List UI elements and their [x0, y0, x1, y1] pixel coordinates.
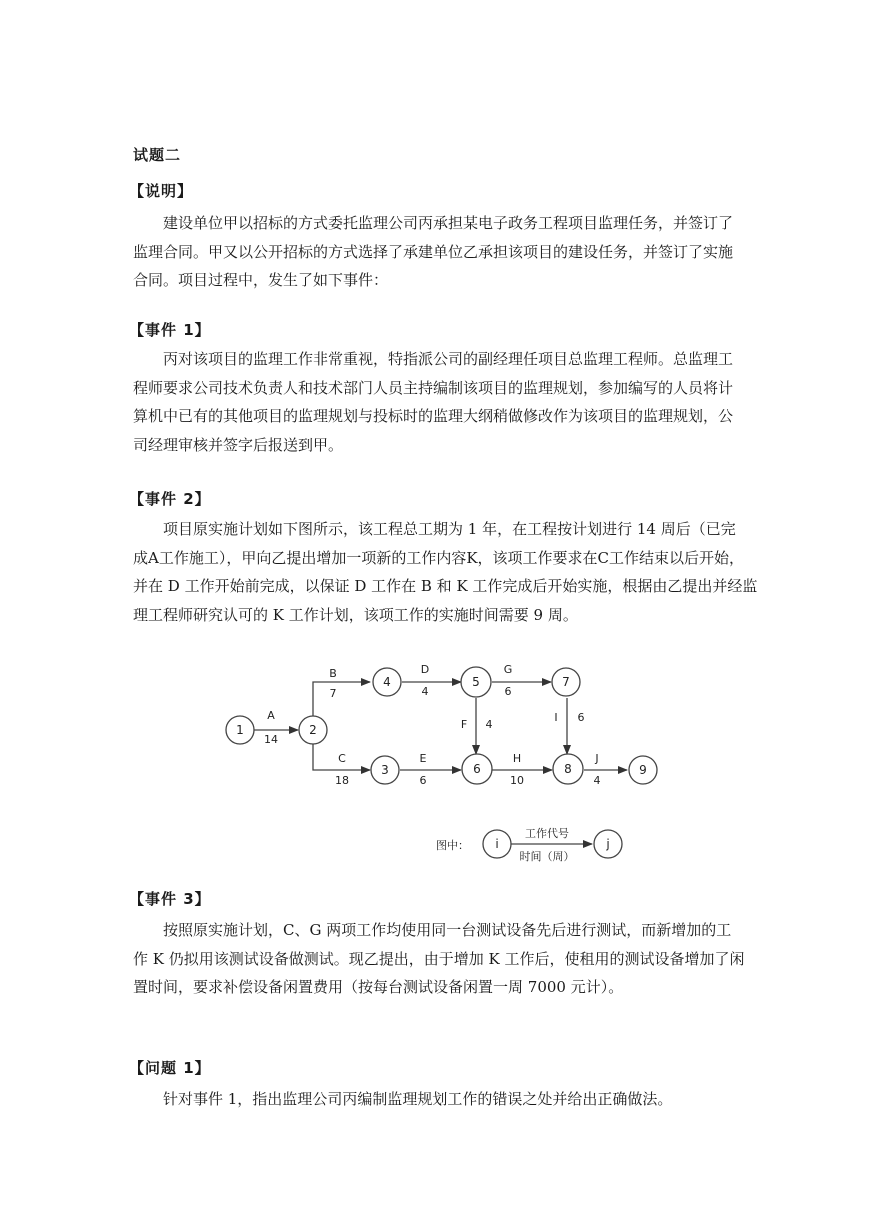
paragraph-line: 项目原实施计划如下图所示，该工程总工期为 1 年，在工程按计划进行 14 周后（已完 — [163, 520, 736, 538]
node-label: 8 — [564, 762, 572, 776]
paragraph-line: 程师要求公司技术负责人和技术部门人员主持编制该项目的监理规划，参加编写的人员将计 — [133, 378, 734, 397]
section-heading-description: 【说明】 — [129, 182, 194, 200]
activity-name: H — [512, 752, 522, 765]
activity-duration: 4 — [485, 718, 493, 731]
activity-name: D — [420, 663, 430, 676]
node-label: 2 — [309, 723, 317, 737]
activity-name: A — [267, 709, 275, 722]
activity-duration: 6 — [504, 685, 512, 698]
arrow-b — [313, 682, 370, 716]
section-body-question-1 — [133, 1085, 743, 1114]
legend-node-i-label: i — [495, 837, 499, 851]
legend-bottom-label: 时间（周） — [519, 850, 575, 863]
activity-duration: 6 — [419, 774, 427, 787]
activity-name: F — [460, 718, 468, 731]
activity-duration: 7 — [329, 687, 337, 700]
paragraph-line: 并在 D 工作开始前完成，以保证 D 工作在 B 和 K 工作完成后开始实施，根据由乙提出并经监 — [133, 577, 758, 595]
page-title: 试题二 — [133, 146, 182, 164]
node-label: 7 — [562, 675, 570, 689]
section-heading-question-1: 【问题 1】 — [129, 1059, 211, 1077]
paragraph-line: 理工程师研究认可的 K 工作计划，该项工作的实施时间需要 9 周。 — [133, 605, 578, 624]
paragraph-line: 监理合同。甲又以公开招标的方式选择了承建单位乙承担该项目的建设任务，并签订了实施 — [133, 242, 734, 261]
node-label: 3 — [381, 763, 389, 777]
node-label: 4 — [383, 675, 391, 689]
section-heading-event-3: 【事件 3】 — [129, 890, 211, 908]
paragraph-line: 成A工作施工），甲向乙提出增加一项新的工作内容K，该项工作要求在C工作结束以后开始， — [133, 548, 745, 567]
paragraph-line: 丙对该项目的监理工作非常重视，特指派公司的副经理任项目总监理工程师。总监理工 — [163, 350, 734, 368]
activity-name: C — [338, 752, 346, 765]
node-label: 5 — [472, 675, 480, 689]
node-label: 9 — [639, 763, 647, 777]
section-heading-event-2: 【事件 2】 — [129, 490, 211, 508]
paragraph-line: 针对事件 1，指出监理公司丙编制监理规划工作的错误之处并给出正确做法。 — [163, 1090, 673, 1108]
activity-duration: 4 — [421, 685, 429, 698]
activity-name: B — [329, 667, 337, 680]
diagram-legend — [436, 827, 622, 863]
activity-name: J — [595, 752, 599, 765]
activity-name: E — [419, 752, 427, 765]
node-label: 6 — [473, 762, 481, 776]
activity-duration: 14 — [264, 733, 278, 746]
activity-duration: 18 — [335, 774, 349, 787]
paragraph-line: 按照原实施计划，C、G 两项工作均使用同一台测试设备先后进行测试，而新增加的工 — [163, 921, 732, 939]
section-heading-event-1: 【事件 1】 — [129, 321, 211, 339]
paragraph-line: 建设单位甲以招标的方式委托监理公司丙承担某电子政务工程项目监理任务，并签订了 — [163, 214, 734, 232]
legend-prefix: 图中： — [436, 839, 469, 852]
activity-duration: 6 — [577, 711, 585, 724]
paragraph-line: 作 K 仍拟用该测试设备做测试。现乙提出，由于增加 K 工作后，使租用的测试设备增加了闲 — [133, 949, 745, 968]
legend-top-label: 工作代号 — [525, 827, 569, 840]
paragraph-line: 司经理审核并签字后报送到甲。 — [133, 435, 344, 454]
paragraph-line: 置时间，要求补偿设备闲置费用（按每台测试设备闲置一周 7000 元计）。 — [133, 978, 624, 996]
activity-name: G — [503, 663, 513, 676]
legend-node-j-label: j — [606, 837, 610, 851]
paragraph-line: 算机中已有的其他项目的监理规划与投标时的监理大纲稍做修改作为该项目的监理规划，公 — [133, 407, 734, 425]
section-body-event-3 — [133, 916, 743, 1002]
activity-name: I — [554, 711, 558, 724]
activity-duration: 10 — [510, 774, 524, 787]
node-label: 1 — [236, 723, 244, 737]
activity-duration: 4 — [593, 774, 601, 787]
paragraph-line: 合同。项目过程中，发生了如下事件： — [133, 271, 389, 289]
